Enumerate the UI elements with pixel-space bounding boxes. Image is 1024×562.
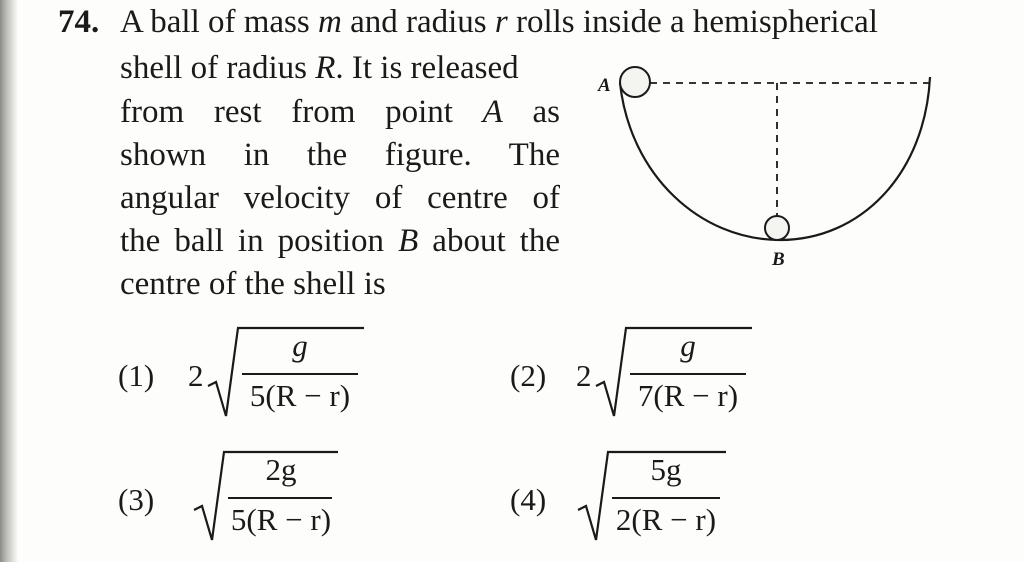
- option-3-denominator: 5(R − r): [230, 502, 332, 537]
- page-scan-edge: [0, 0, 18, 562]
- question-line-6: centre of the shell is: [120, 266, 386, 302]
- option-2-coefficient: 2: [576, 358, 592, 393]
- option-1-coefficient: 2: [188, 358, 204, 393]
- option-2-label: (2): [510, 358, 547, 393]
- question-line-3: shown in the figure. The: [120, 137, 560, 173]
- label-point-a: A: [598, 75, 611, 96]
- label-point-b: B: [772, 249, 785, 270]
- option-3-label: (3): [118, 482, 155, 517]
- option-4-numerator: 5g: [650, 452, 682, 487]
- option-4-denominator: 2(R − r): [615, 502, 717, 537]
- option-1-numerator: g: [292, 328, 308, 363]
- hemisphere-figure: [590, 55, 940, 275]
- question-line-1: shell of radius R. It is released: [120, 50, 519, 86]
- option-3-numerator: 2g: [265, 452, 297, 487]
- ball-at-a: [620, 67, 650, 97]
- option-1[interactable]: [118, 320, 378, 430]
- question-line-5: the ball in position B about the: [120, 223, 560, 259]
- option-2-denominator: 7(R − r): [637, 378, 739, 413]
- option-2[interactable]: [510, 320, 770, 430]
- question-line-2: from rest from point A as: [120, 94, 560, 130]
- option-3[interactable]: [118, 448, 378, 558]
- option-2-numerator: g: [680, 328, 696, 363]
- option-1-label: (1): [118, 358, 155, 393]
- option-4-label: (4): [510, 482, 547, 517]
- question-line-0: A ball of mass m and radius r rolls inside a hemispherical: [120, 4, 878, 40]
- option-4[interactable]: [510, 448, 770, 558]
- option-1-denominator: 5(R − r): [249, 378, 351, 413]
- ball-at-b: [765, 216, 789, 240]
- question-number: 74.: [58, 4, 100, 40]
- question-line-4: angular velocity of centre of: [120, 180, 560, 216]
